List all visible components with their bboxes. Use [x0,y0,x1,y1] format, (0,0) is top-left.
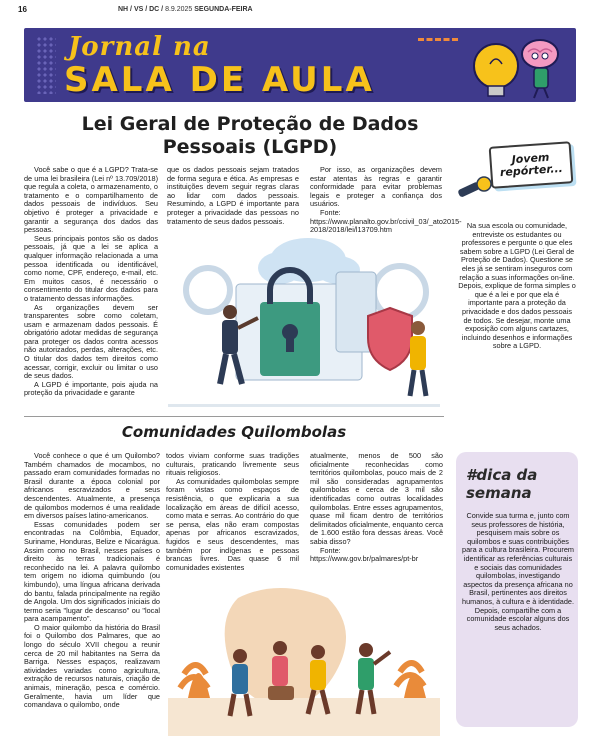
jovem-reporter-text [458,222,576,351]
data-protection-illustration [168,232,440,412]
paragraph: que os dados pessoais sejam tratados de forma segura e ética. As empresas e instituições devem seguir regras claras ao lidar com dados pessoais. Resumindo, a LGPD é importante para proteger a privacidade das pessoas no tratamento de seus dados pessoais. [167,165,299,226]
edition-code: NH / VS / DC / [118,5,166,13]
source-link[interactable]: Fonte: https://www.gov.br/palmares/pt-br [310,545,419,564]
paragraph: todos viviam conforme suas tradições culturais, praticando livremente seus rituais religiosos. [166,451,299,478]
paragraph: Você sabe o que é a LGPD? Trata-se de uma lei brasileira (Lei nº 13.709/2018) que regula a coleta, o armazenamento, o tratamento e o compartilhamento de dados pessoais de indivíduos. Seu objetivo é proteger a privacidade e garantir a segurança dos dados das pessoas. [24,165,158,235]
source-link[interactable]: Fonte: https://www.planalto.gov.br/ccivil_03/_ato2015-2018/2018/lei/l13709.htm [310,207,462,235]
edition-line [118,6,338,13]
lgpd-column-3 [310,165,462,235]
jovem-reporter-label-box [489,141,574,189]
edition-weekday: SEGUNDA-FEIRA [194,5,253,13]
quilombolas-column-2 [166,452,299,572]
paragraph: Convide sua turma e, junto com seus professores de história, pesquisem mais sobre os quilombos e suas contribuições para a cultura brasileira. Procurem identificar as referências culturais e sociais das comunidades quilombolas, investigando aspectos da presença africana no Brasil, pertinentes aos direitos humanos, à cultura e à identidade. Depois, compartilhe com a comunidade escolar alguns dos seus achados. [462,511,574,632]
paragraph: As comunidades quilombolas sempre foram vistas como espaços de resistência, o que explicaria a sua localização em áreas de difícil acesso, como mata e serras. Ao contrário do que se pensa, elas não eram compostas apenas por africanos escravizados, fugidos e seus descendentes, mas também por indígenas e pessoas brancas livres. Das quase 6 mil comunidades existentes [166,476,299,572]
microphone-icon [456,176,496,204]
paragraph: atualmente, menos de 500 são oficialmente reconhecidas como territórios quilombolas, pouco mais de 2 mil são consideradas agrupamentos quilombolas e cerca de 3 mil são identificadas como outras localidades quilombolas. Entre esses agrupamentos, quase mil ficam dentro de territórios delimitados oficialmente, enquanto cerca de 1.600 estão fora dessas áreas. Você sabia disso? [310,451,443,546]
banner-title-line1: Jornal na [68,32,211,62]
page-number: 16 [18,4,27,14]
article-title-lgpd: Lei Geral de Proteção de Dados Pessoais (LGPD) [81,113,419,158]
paragraph: Por isso, as organizações devem estar atentas às regras e garantir conformidade para evitar problemas legais e proteger a confiança dos usuários. [310,165,442,209]
banner-dots-decoration [36,36,56,94]
quilombolas-column-3 [310,452,443,564]
paragraph: Na sua escola ou comunidade, entreviste os estudantes ou professores e pergunte o que eles sabem sobre a LGPD (Lei Geral de Proteção de Dados). Questione se eles já se sentiram inseguros com relação a suas informações on-line. [459,221,575,282]
page-folio [18,0,253,18]
edition-date: 8.9.2025 [165,5,193,13]
jovem-reporter-badge [452,140,576,212]
masthead-banner [24,28,576,102]
section-divider [24,416,444,417]
dica-title: #dica da semana [466,466,538,502]
banner-title-line2: SALA DE AULA [64,60,375,100]
quilombo-community-illustration [168,578,440,736]
paragraph: Seus principais pontos são os dados pessoais, já que a lei se aplica a qualquer informação relacionada a uma pessoa identificada ou identificável, como nome, CPF, endereço, e-mail, etc. Em muitos casos, é necessário o consentimento do titular dos dados para o tratamento dessas informações. [24,233,158,303]
dica-text [462,512,574,632]
lightbulb-brain-icon [458,30,568,100]
paragraph: As organizações devem ser transparentes sobre como coletam, usam e armazenam dados pessoais. É obrigatório adotar medidas de segurança para proteger os dados contra acessos não autorizados, perdas, alterações, etc. O titular dos dados tem direitos como acessar, corrigir, excluir ou limitar o uso de seus dados. [24,302,158,381]
paragraph: A LGPD é importante, pois ajuda na proteção da privacidade e garante [24,379,158,398]
lgpd-column-2 [167,166,299,226]
paragraph: Essas comunidades podem ser encontradas na Colômbia, Equador, Suriname, Honduras, Belize e Nicarágua. Assim como no Brasil, nesses países o direito às terras tradicionais é reconhecido na lei. A palavra quilombo tem origem no idioma quimbundo (ou kimbundo), uma língua africana derivada do bantu, falada principalmente na região de Angola. Um dos significados iniciais do termo seria "lugar de descanso" ou "local para acampamento". [24,519,160,624]
paragraph: Você conhece o que é um Quilombo? Também chamados de mocambos, no passado eram comunidades formadas no Brasil durante a época colonial por africanos escravizados e seus descendentes. Atualmente, a presença de quilombos modernos é uma realidade em diversos países latino-americanos. [24,451,160,521]
article-title-quilombolas: Comunidades Quilombolas [121,423,347,441]
jovem-reporter-label: Jovem repórter... [499,150,564,180]
banner-zigzag-decoration [418,38,458,48]
paragraph: O maior quilombo da história do Brasil foi o Quilombo dos Palmares, que ao longo do século XVII chegou a reunir cerca de 20 mil habitantes na Serra da Barriga. Nesses espaços, realizavam atividades variadas como agricultura, extração de recursos naturais, criação de animais, mineração, pesca e comércio. Geralmente, havia um líder que comandava o quilombo, onde [24,622,160,710]
lgpd-column-1 [24,166,158,398]
paragraph: Depois, explique de forma simples o que é a lei e por que ela é importante para a proteção da privacidade e dos dados pessoais de todos. Se desejar, monte uma exposição com alguns cartazes, incluindo desenhos e informações sobre a LGPD. [458,281,576,351]
quilombolas-column-1 [24,452,160,710]
